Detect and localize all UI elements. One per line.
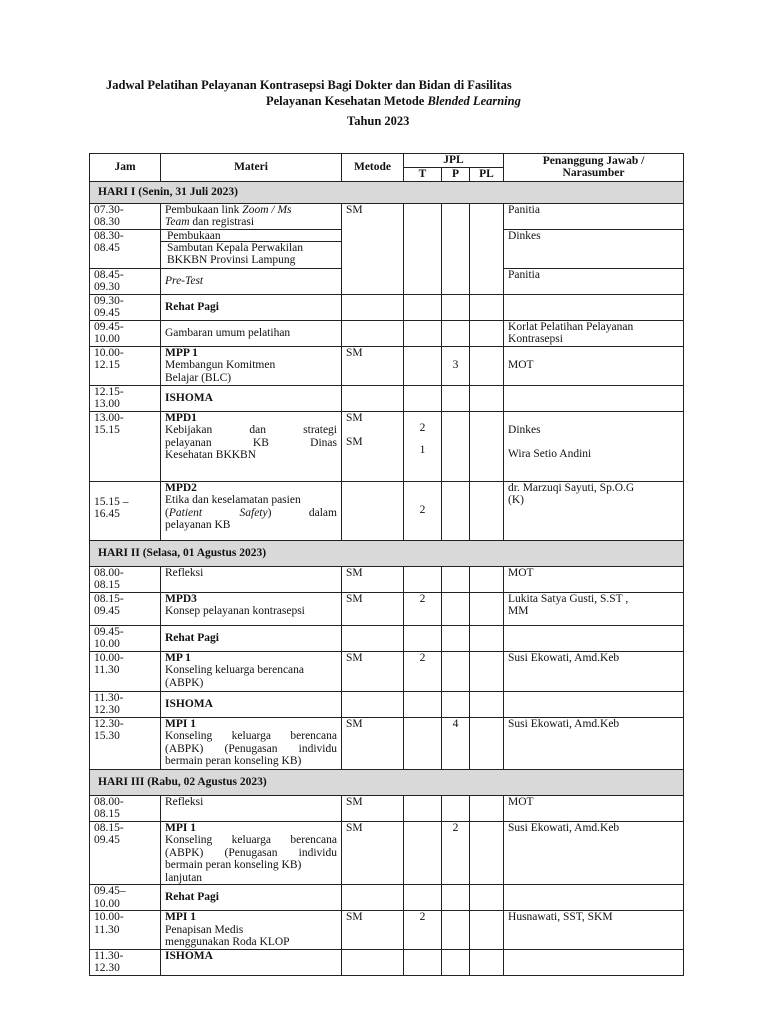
table-row (90, 691, 684, 717)
materi-cell: Refleksi (161, 566, 342, 592)
table-row (90, 911, 684, 950)
pl-cell (470, 385, 504, 411)
p-cell (442, 625, 470, 651)
p-cell (442, 911, 470, 950)
table-row (90, 203, 684, 229)
time-cell: 09.45- 10.00 (90, 625, 161, 651)
header-metode: Metode (342, 154, 404, 182)
materi-cell: Pembukaan link Zoom / Ms Team dan registrasi (161, 203, 342, 229)
pj-cell: dr. Marzuqi Sayuti, Sp.O.G (K) (504, 481, 684, 540)
pj-cell: Husnawati, SST, SKM (504, 911, 684, 950)
t-cell (404, 795, 442, 821)
table-row (90, 481, 684, 540)
p-cell (442, 592, 470, 625)
time-cell: 10.00- 11.30 (90, 911, 161, 950)
pl-cell (470, 911, 504, 950)
day-header-1 (90, 181, 684, 203)
t-cell (404, 691, 442, 717)
pj-cell (504, 691, 684, 717)
pj-cell (504, 294, 684, 320)
materi-cell: Rehat Pagi (161, 294, 342, 320)
document-title-line1: Jadwal Pelatihan Pelayanan Kontrasepsi Bagi Dokter dan Bidan di Fasilitas (106, 78, 512, 92)
metode-cell: SM (342, 821, 404, 885)
header-materi: Materi (161, 154, 342, 182)
materi-cell: MPI 1 Penapisan Medis menggunakan Roda KLOP (161, 911, 342, 950)
day-1-label: HARI I (Senin, 31 Juli 2023) (90, 181, 684, 203)
pj-cell: Susi Ekowati, Amd.Keb (504, 821, 684, 885)
t-cell: 2 (404, 481, 442, 540)
title-line2-emphasis: Blended Learning (427, 94, 521, 108)
time-cell: 08.15- 09.45 (90, 821, 161, 885)
pj-cell: Lukita Satya Gusti, S.ST , MM (504, 592, 684, 625)
t-cell (404, 717, 442, 769)
header-p: P (442, 167, 470, 181)
pj-cell: Dinkes (504, 229, 684, 268)
pj-cell: Panitia (504, 268, 684, 294)
pj-cell: MOT (504, 566, 684, 592)
p-cell (442, 294, 470, 320)
pl-cell (470, 821, 504, 885)
title-line2-text: Pelayanan Kesehatan Metode (266, 94, 428, 108)
time-cell: 09.30- 09.45 (90, 294, 161, 320)
metode-cell: SM (342, 203, 404, 294)
document-title-line2 (266, 94, 521, 109)
metode-cell: SM (342, 911, 404, 950)
p-cell (442, 795, 470, 821)
materi-cell: Gambaran umum pelatihan (161, 320, 342, 346)
materi-cell: Pre-Test (161, 268, 342, 294)
p-cell: 4 (442, 717, 470, 769)
materi-cell: ISHOMA (161, 691, 342, 717)
t-cell: 2 (404, 651, 442, 691)
time-cell: 11.30- 12.30 (90, 691, 161, 717)
t-cell (404, 885, 442, 911)
pl-cell (470, 411, 504, 481)
table-row (90, 346, 684, 385)
metode-cell: SM SM (342, 411, 404, 481)
table-row (90, 651, 684, 691)
materi-cell: MP 1 Konseling keluarga berencana (ABPK) (161, 651, 342, 691)
document-year: Tahun 2023 (347, 114, 410, 128)
materi-cell: Rehat Pagi (161, 885, 342, 911)
time-cell: 08.30- 08.45 (90, 229, 161, 268)
metode-cell (342, 625, 404, 651)
pl-cell (470, 949, 504, 975)
pl-cell (470, 625, 504, 651)
metode-cell (342, 294, 404, 320)
time-cell: 10.00- 12.15 (90, 346, 161, 385)
t-cell (404, 949, 442, 975)
materi-opening: Pembukaan (161, 230, 341, 242)
pj-cell: Panitia (504, 203, 684, 229)
materi-cell: MPP 1 Membangun Komitmen Belajar (BLC) (161, 346, 342, 385)
t-cell (404, 203, 442, 294)
t-cell (404, 625, 442, 651)
materi-cell: MPI 1 Konseling keluarga berencana (ABPK) (Penugasan individu bermain peran konseling KB) (161, 717, 342, 769)
header-jpl: JPL (404, 154, 504, 168)
day-2-label: HARI II (Selasa, 01 Agustus 2023) (90, 540, 684, 566)
time-cell: 11.30- 12.30 (90, 949, 161, 975)
table-row (90, 625, 684, 651)
pj-cell (504, 385, 684, 411)
metode-cell: SM (342, 795, 404, 821)
p-cell (442, 411, 470, 481)
pj-cell: Susi Ekowati, Amd.Keb (504, 651, 684, 691)
materi-cell: MPD3 Konsep pelayanan kontrasepsi (161, 592, 342, 625)
time-cell: 09.45– 10.00 (90, 885, 161, 911)
pl-cell (470, 651, 504, 691)
table-row (90, 795, 684, 821)
pj-cell: Susi Ekowati, Amd.Keb (504, 717, 684, 769)
pl-cell (470, 592, 504, 625)
t-cell (404, 566, 442, 592)
table-row (90, 566, 684, 592)
t-cell (404, 385, 442, 411)
table-row (90, 949, 684, 975)
p-cell: 2 (442, 821, 470, 885)
p-cell (442, 203, 470, 294)
p-cell (442, 385, 470, 411)
materi-cell (161, 229, 342, 268)
table-row (90, 411, 684, 481)
header-pj-line1: Penanggung Jawab / (542, 154, 645, 167)
pj-cell: MOT (504, 795, 684, 821)
metode-cell (342, 481, 404, 540)
p-cell (442, 885, 470, 911)
table-row (90, 385, 684, 411)
p-cell (442, 481, 470, 540)
time-cell: 13.00- 15.15 (90, 411, 161, 481)
metode-cell (342, 885, 404, 911)
pj-cell (504, 625, 684, 651)
table-row (90, 294, 684, 320)
t-cell (404, 294, 442, 320)
materi-speech: Sambutan Kepala Perwakilan BKKBN Provinsi Lampung (167, 241, 304, 266)
pl-cell (470, 885, 504, 911)
pj-cell: Dinkes Wira Setio Andini (504, 411, 684, 481)
t-cell: 2 (404, 911, 442, 950)
day-3-label: HARI III (Rabu, 02 Agustus 2023) (90, 769, 684, 795)
materi-cell: MPI 1 Konseling keluarga berencana (ABPK) (Penugasan individu bermain peran konseling KB) lanjutan (161, 821, 342, 885)
time-cell: 08.00- 08.15 (90, 795, 161, 821)
header-pl: PL (470, 167, 504, 181)
header-t: T (404, 167, 442, 181)
pj-cell (504, 885, 684, 911)
t-cell (404, 346, 442, 385)
pl-cell (470, 566, 504, 592)
materi-cell: MPD1 Kebijakan dan strategi pelayanan KB Dinas Kesehatan BKKBN (161, 411, 342, 481)
time-cell: 08.45- 09.30 (90, 268, 161, 294)
time-cell: 12.30- 15.30 (90, 717, 161, 769)
time-cell: 08.15- 09.45 (90, 592, 161, 625)
time-cell: 09.45- 10.00 (90, 320, 161, 346)
p-cell: 3 (442, 346, 470, 385)
pl-cell (470, 203, 504, 294)
pj-cell (504, 949, 684, 975)
t-cell (404, 821, 442, 885)
p-cell (442, 320, 470, 346)
pl-cell (470, 320, 504, 346)
metode-cell: SM (342, 346, 404, 385)
table-row (90, 821, 684, 885)
table-row (90, 320, 684, 346)
t-cell: 2 1 (404, 411, 442, 481)
pj-cell: MOT (504, 346, 684, 385)
pl-cell (470, 717, 504, 769)
metode-cell: SM (342, 566, 404, 592)
time-cell: 07.30- 08.30 (90, 203, 161, 229)
table-row (90, 717, 684, 769)
p-cell (442, 949, 470, 975)
materi-cell: Rehat Pagi (161, 625, 342, 651)
p-cell (442, 651, 470, 691)
pl-cell (470, 294, 504, 320)
p-cell (442, 566, 470, 592)
pl-cell (470, 795, 504, 821)
t-cell (404, 320, 442, 346)
table-header-row (90, 154, 684, 168)
materi-cell: Refleksi (161, 795, 342, 821)
metode-cell: SM (342, 651, 404, 691)
day-header-3 (90, 769, 684, 795)
table-row (90, 592, 684, 625)
metode-cell (342, 320, 404, 346)
metode-cell (342, 949, 404, 975)
time-cell: 10.00- 11.30 (90, 651, 161, 691)
p-cell (442, 691, 470, 717)
header-jam: Jam (90, 154, 161, 182)
time-cell: 08.00- 08.15 (90, 566, 161, 592)
metode-cell: SM (342, 592, 404, 625)
metode-cell: SM (342, 717, 404, 769)
pl-cell (470, 691, 504, 717)
metode-cell (342, 385, 404, 411)
materi-cell: ISHOMA (161, 949, 342, 975)
materi-cell: MPD2 Etika dan keselamatan pasien (Patient Safety) dalam pelayanan KB (161, 481, 342, 540)
header-penanggung-jawab (504, 154, 684, 182)
header-pj-line2: Narasumber (562, 167, 625, 180)
t-cell: 2 (404, 592, 442, 625)
time-cell: 15.15 – 16.45 (90, 481, 161, 540)
schedule-table (89, 153, 684, 976)
time-cell: 12.15- 13.00 (90, 385, 161, 411)
pl-cell (470, 481, 504, 540)
metode-cell (342, 691, 404, 717)
pj-cell: Korlat Pelatihan Pelayanan Kontrasepsi (504, 320, 684, 346)
pl-cell (470, 346, 504, 385)
table-row (90, 885, 684, 911)
materi-cell: ISHOMA (161, 385, 342, 411)
day-header-2 (90, 540, 684, 566)
